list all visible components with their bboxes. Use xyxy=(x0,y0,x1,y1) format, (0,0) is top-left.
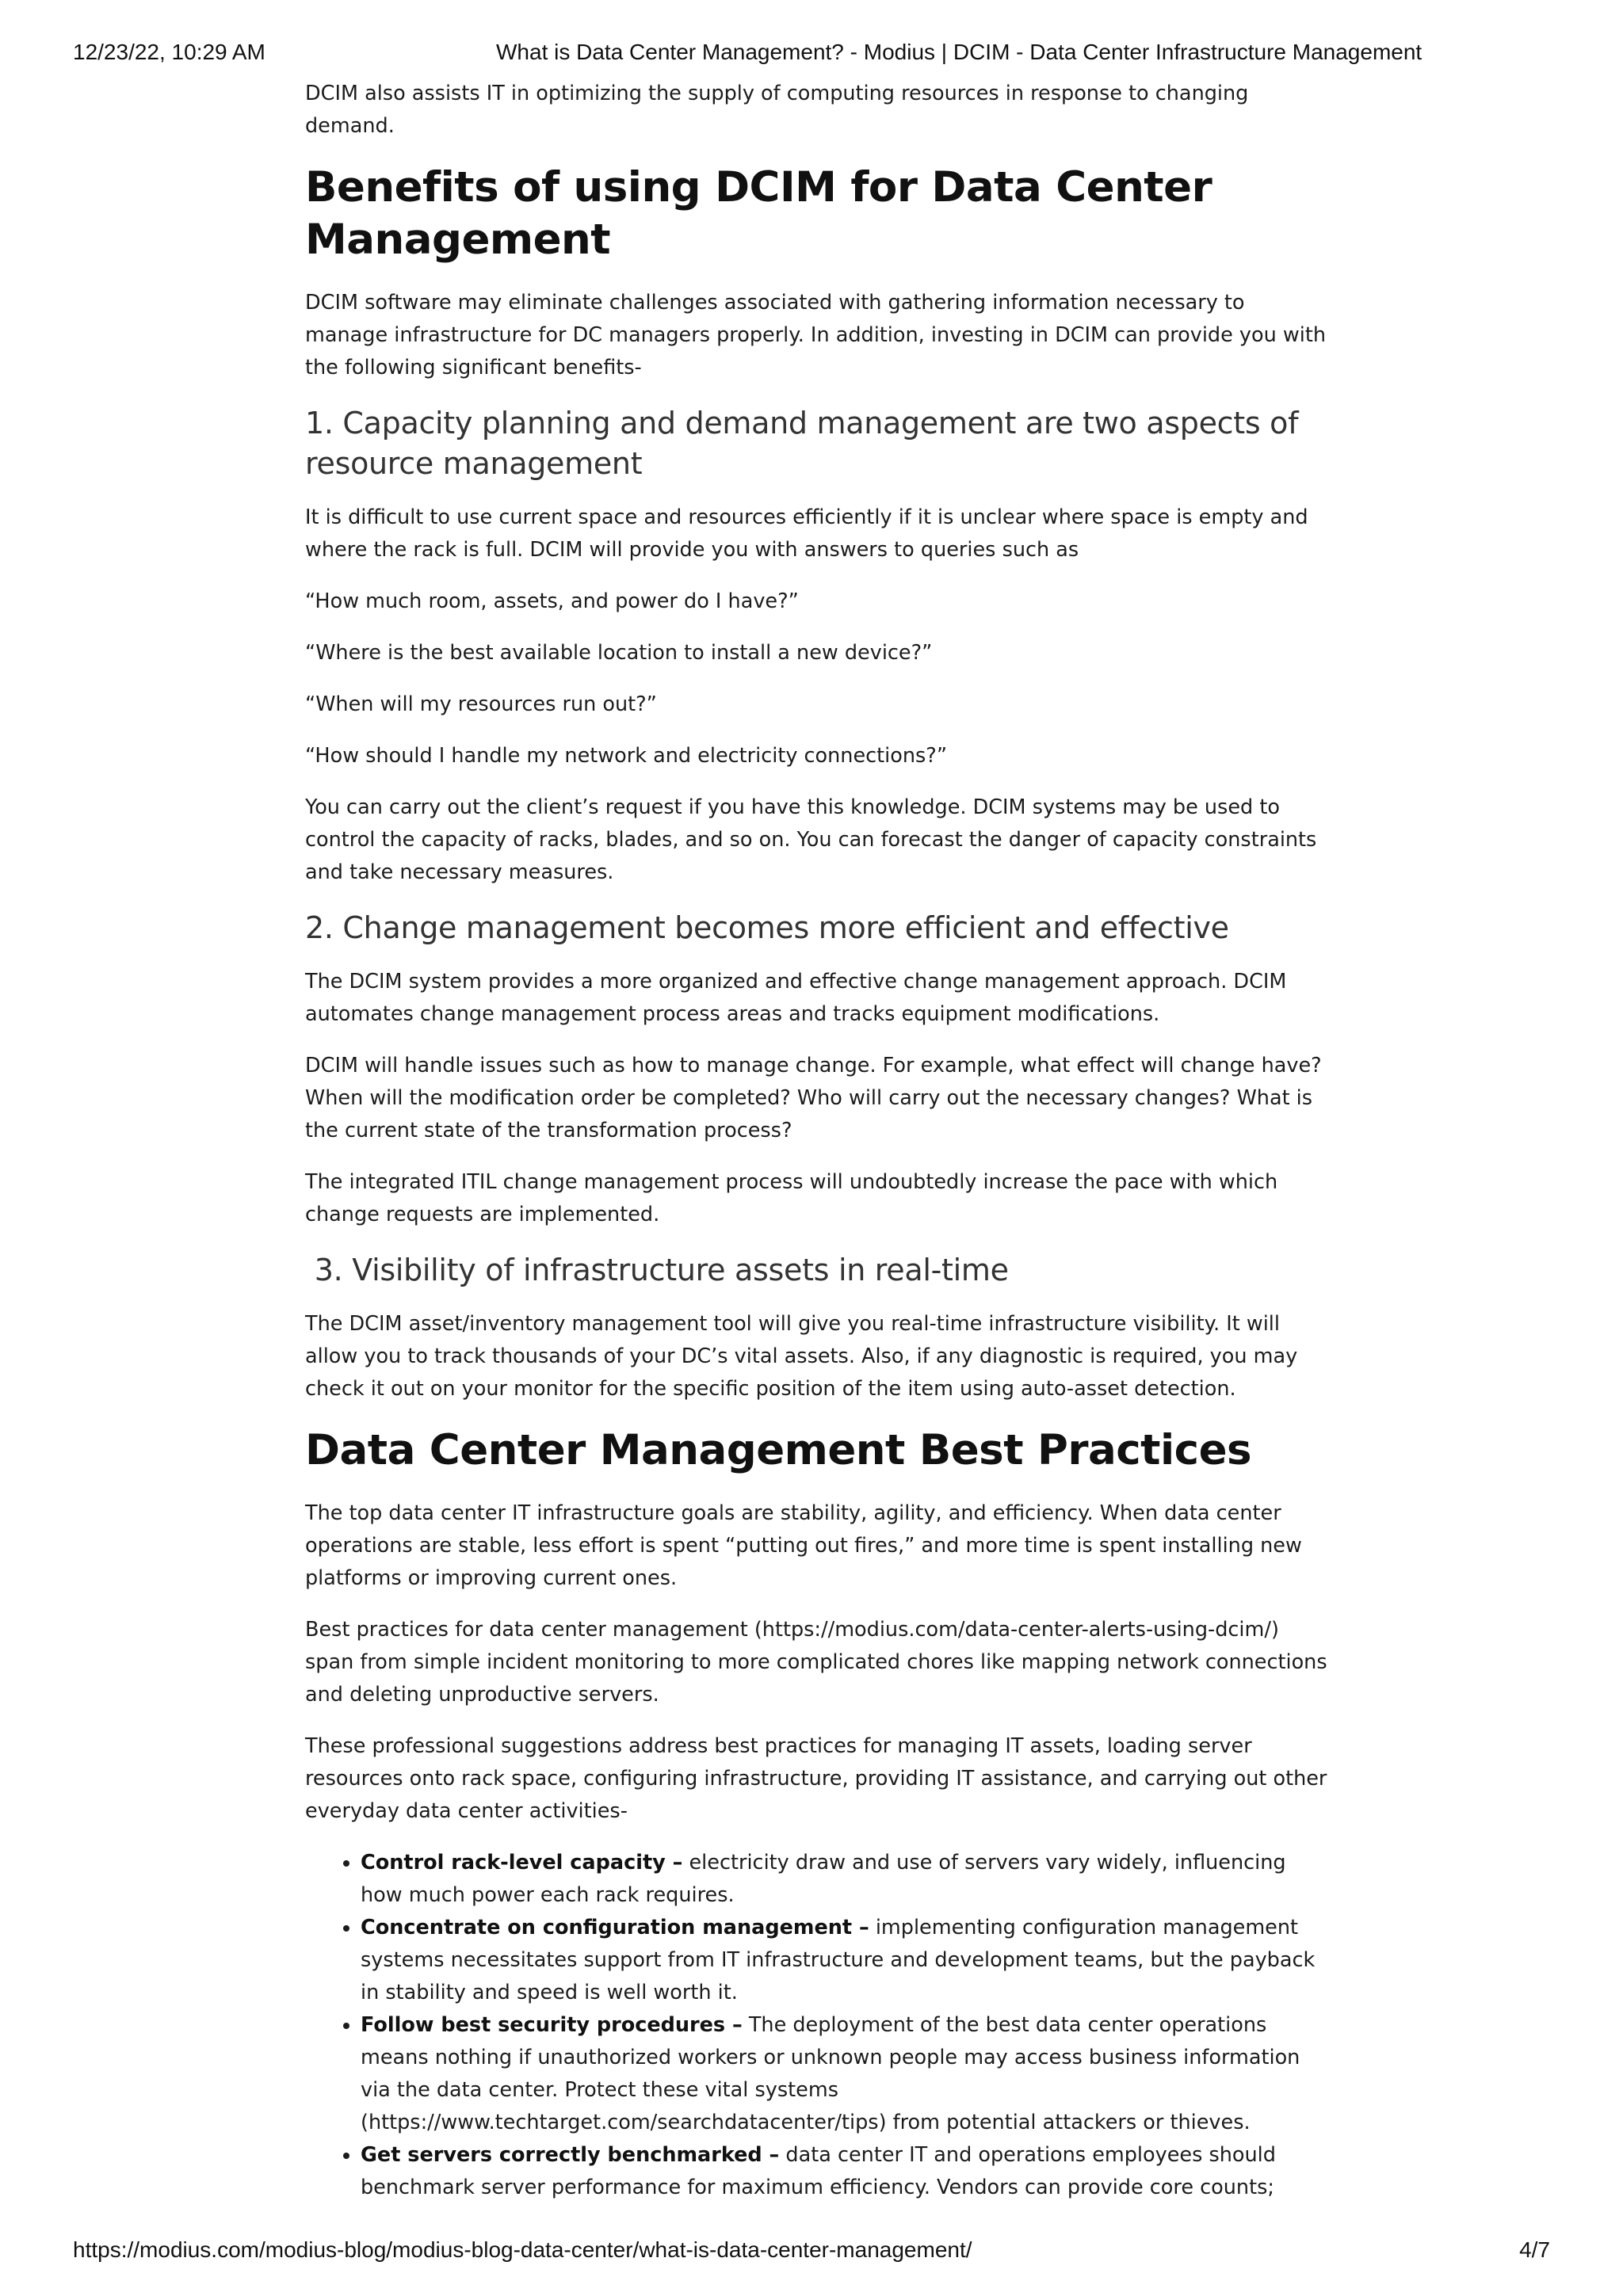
visibility-paragraph: The DCIM asset/inventory management tool will give you real-time infrastructure visibility. It will allow you to track thousands of your DC’s vital assets. Also, if any diagnostic is required, you may check it out on your monitor for the specific position of the item using auto-asset detection. xyxy=(305,1312,1298,1401)
capacity-question: “How much room, assets, and power do I have?” xyxy=(305,589,799,613)
change-paragraph: The DCIM system provides a more organized and effective change management approach. DCIM automates change management process areas and tracks equipment modifications. xyxy=(305,970,1287,1026)
print-footer xyxy=(0,2237,1623,2269)
page-url: https://modius.com/modius-blog/modius-blog-data-center/what-is-data-center-management/ xyxy=(73,2237,972,2262)
best-practices-paragraph: These professional suggestions address best practices for managing IT assets, loading server resources onto rack space, configuring infrastructure, providing IT assistance, and carrying out other everyday data center activities- xyxy=(305,1734,1327,1823)
change-heading: 2. Change management becomes more efficient and effective xyxy=(305,910,1229,945)
list-item xyxy=(361,2139,1327,2204)
visibility-heading: 3. Visibility of infrastructure assets in real-time xyxy=(305,1253,1009,1287)
best-practices-paragraph: Best practices for data center management (https://modius.com/data-center-alerts-using-dcim/) span from simple incident monitoring to more complicated chores like mapping network connections and deleting unproductive servers. xyxy=(305,1618,1327,1707)
best-practices-heading: Data Center Management Best Practices xyxy=(305,1426,1252,1474)
print-header xyxy=(0,40,1623,71)
intro-paragraph: DCIM also assists IT in optimizing the supply of computing resources in response to changing demand. xyxy=(305,82,1249,138)
list-item-title: Concentrate on configuration management – xyxy=(361,1916,869,1939)
benefits-heading: Benefits of using DCIM for Data Center Management xyxy=(305,163,1212,264)
list-item-text: electricity draw and use of servers vary widely, influencing how much power each rack requires. xyxy=(361,1851,1286,1907)
capacity-paragraph: It is difficult to use current space and resources efficiently if it is unclear where space is empty and where the rack is full. DCIM will provide you with answers to queries such as xyxy=(305,505,1308,562)
change-paragraph: The integrated ITIL change management process will undoubtedly increase the pace with which change requests are implemented. xyxy=(305,1170,1278,1226)
list-item xyxy=(361,1847,1327,1912)
capacity-heading: 1. Capacity planning and demand management are two aspects of resource management xyxy=(305,406,1299,481)
best-practices-list xyxy=(305,1847,1327,2204)
print-page-title: What is Data Center Management? - Modius | DCIM - Data Center Infrastructure Management xyxy=(496,40,1423,64)
list-item xyxy=(361,2009,1327,2139)
print-date: 12/23/22, 10:29 AM xyxy=(73,40,265,64)
list-item-text: implementing configuration management systems necessitates support from IT infrastructure and development teams, but the payback in stability and speed is well worth it. xyxy=(361,1916,1316,2004)
article-body xyxy=(305,78,1327,2204)
list-item-text: data center IT and operations employees should benchmark server performance for maximum efficiency. Vendors can provide core counts; xyxy=(361,2143,1276,2199)
list-item-title: Control rack-level capacity – xyxy=(361,1851,683,1875)
list-item-title: Follow best security procedures – xyxy=(361,2013,743,2037)
best-practices-paragraph: The top data center IT infrastructure goals are stability, agility, and efficiency. When data center operations are stable, less effort is spent “putting out fires,” and more time is spent installing new platforms or improving current ones. xyxy=(305,1501,1302,1590)
page-number: 4/7 xyxy=(1519,2237,1550,2262)
capacity-question: “How should I handle my network and electricity connections?” xyxy=(305,744,948,768)
capacity-question: “Where is the best available location to install a new device?” xyxy=(305,641,933,665)
change-paragraph: DCIM will handle issues such as how to manage change. For example, what effect will change have? When will the modification order be completed? Who will carry out the necessary changes? What is the current state of the transformation process? xyxy=(305,1054,1322,1142)
benefits-intro: DCIM software may eliminate challenges associated with gathering information necessary to manage infrastructure for DC managers properly. In addition, investing in DCIM can provide you with the following significant benefits- xyxy=(305,291,1326,379)
list-item-text: The deployment of the best data center operations means nothing if unauthorized workers or unknown people may access business information via the data center. Protect these vital systems (https://www.techtarget.com/searchdatacenter/tips) from potential attackers or thieves. xyxy=(361,2013,1300,2134)
list-item xyxy=(361,1912,1327,2009)
capacity-paragraph: You can carry out the client’s request if you have this knowledge. DCIM systems may be used to control the capacity of racks, blades, and so on. You can forecast the danger of capacity constraints and take necessary measures. xyxy=(305,795,1317,884)
capacity-question: “When will my resources run out?” xyxy=(305,692,657,716)
list-item-title: Get servers correctly benchmarked – xyxy=(361,2143,780,2167)
